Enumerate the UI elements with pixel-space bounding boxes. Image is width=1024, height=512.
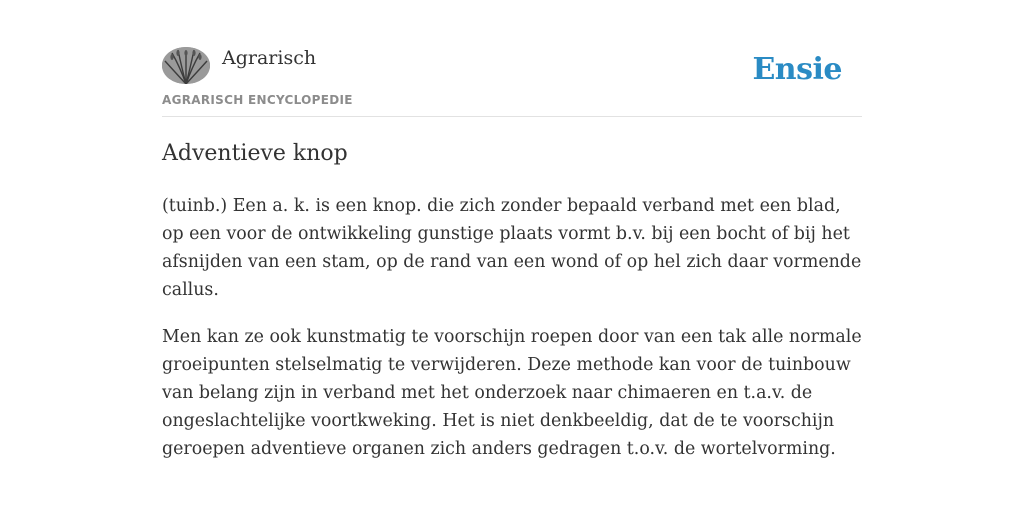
source-subtitle: AGRARISCH ENCYCLOPEDIE	[162, 93, 353, 107]
source-name[interactable]: Agrarisch	[222, 47, 317, 69]
article-paragraph: (tuinb.) Een a. k. is een knop. die zich zonder bepaald verband met een blad, op een voor de ontwikkeling gunstige plaats vormt b.v. bij een bocht of bij het afsnijden van een stam, op de rand van een wond of op hel zich daar vormende callus.	[162, 196, 862, 300]
article-paragraph: Men kan ze ook kunstmatig te voorschijn roepen door van een tak alle normale groeipunten stelselmatig te verwijderen. Deze methode kan voor de tuinbouw van belang zijn in verband met het onderzoek naar chimaeren en t.a.v. de ongeslachtelijke voortkweking. Het is niet denkbeeldig, dat de te voorschijn geroepen adventieve organen zich anders gedragen t.o.v. de wortelvorming.	[162, 327, 862, 459]
brand-logo[interactable]: Ensie	[752, 52, 842, 87]
article-body	[162, 192, 862, 482]
article-title: Adventieve knop	[162, 141, 348, 166]
header	[162, 44, 862, 117]
wheat-logo-icon[interactable]	[162, 47, 210, 84]
